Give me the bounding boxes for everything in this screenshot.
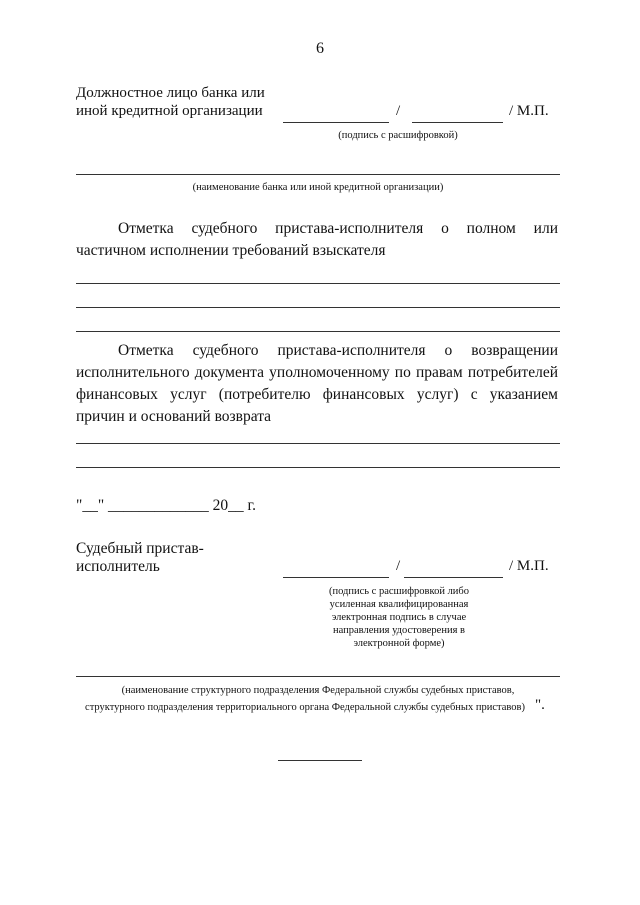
return-note-line-2 <box>76 467 560 468</box>
bailiff-label-line2: исполнитель <box>76 558 160 575</box>
bailiff-signature-caption: (подпись с расшифровкой либо усиленная квалифицированная электронная подпись в случае направления удостоверения в электронной форме) <box>328 586 470 649</box>
fulfillment-note-line-2 <box>76 307 560 308</box>
bailiff-signature-line <box>283 577 389 578</box>
bank-officer-label-line1: Должностное лицо банка или <box>76 85 265 101</box>
bank-name-caption: (наименование банка или иной кредитной организации) <box>192 182 444 193</box>
bank-signature-slash: / <box>396 103 401 119</box>
bailiff-signature-slash: / <box>396 558 401 574</box>
bailiff-stamp-mark: / М.П. <box>509 558 549 574</box>
return-note-text: Отметка судебного пристава-исполнителя о возвращении исполнительного документа уполномоченному по правам потребителей финансовых услуг (потребителю финансовых услуг) с указанием причин и оснований возврата <box>76 342 558 425</box>
fulfillment-note-text: Отметка судебного пристава-исполнителя о полном или частичном исполнении требований взыскателя <box>76 220 558 259</box>
division-caption-line1: (наименование структурного подразделения Федеральной службы судебных приставов, <box>121 685 515 696</box>
bailiff-label-line1: Судебный пристав- <box>76 540 204 557</box>
page-number: 6 <box>316 40 324 57</box>
date-line: "__" _____________ 20__ г. <box>76 497 257 514</box>
bailiff-name-decoding-line <box>404 577 503 578</box>
fulfillment-note-line-1 <box>76 283 560 284</box>
bank-signature-line <box>283 122 389 123</box>
bank-name-decoding-line <box>412 122 503 123</box>
closing-quote: ". <box>535 697 545 713</box>
bank-name-line <box>76 174 560 175</box>
end-separator-line <box>278 760 362 761</box>
division-name-line <box>76 676 560 677</box>
bank-officer-label-line2: иной кредитной организации <box>76 103 263 119</box>
bank-stamp-mark: / М.П. <box>509 103 549 119</box>
return-note-line-1 <box>76 443 560 444</box>
fulfillment-note-line-3 <box>76 331 560 332</box>
bank-signature-caption: (подпись с расшифровкой) <box>338 130 458 141</box>
division-caption-line2: структурного подразделения территориального органа Федеральной службы судебных приставов) <box>85 702 525 713</box>
